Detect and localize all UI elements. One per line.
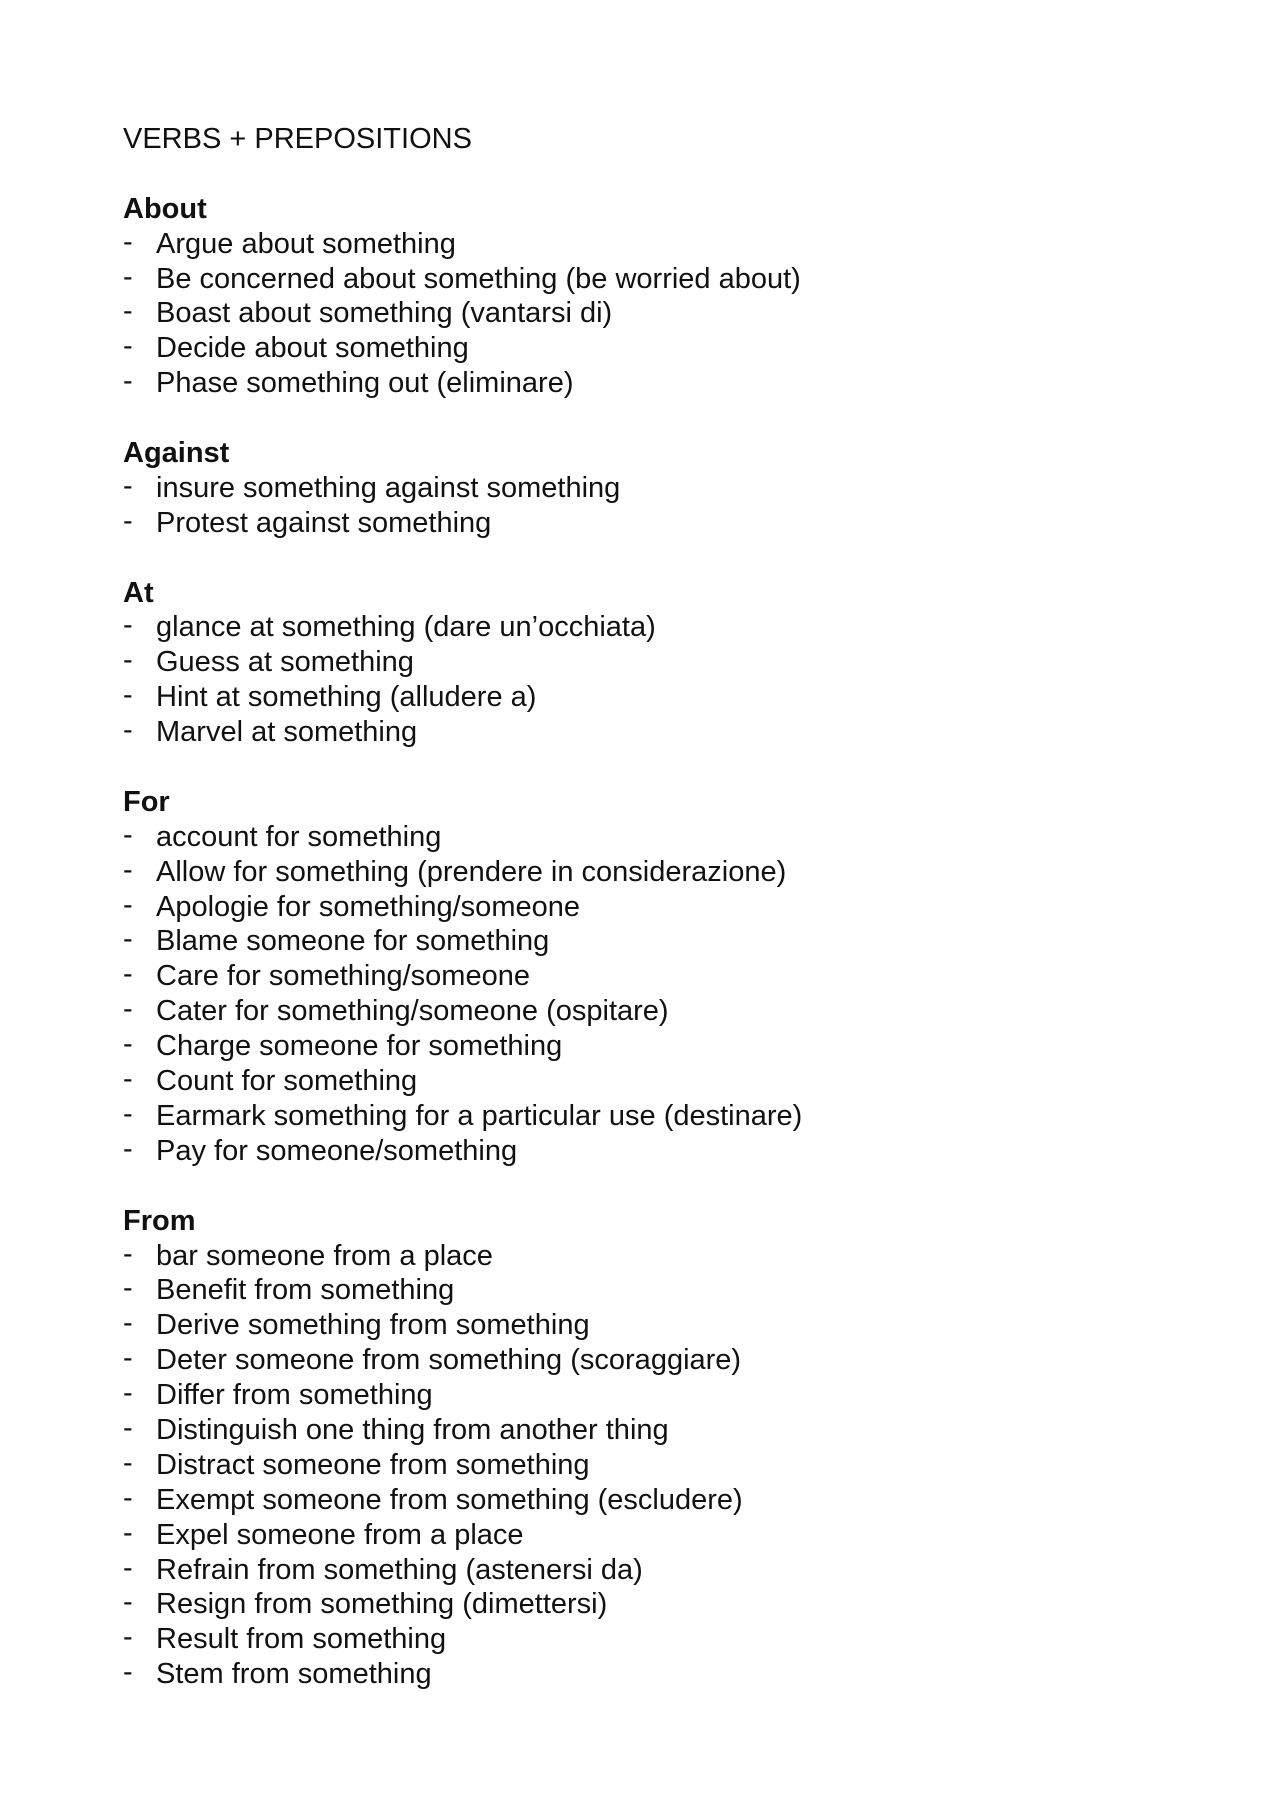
- document-page: [123, 122, 1223, 1692]
- bullet-dash: -: [123, 1272, 133, 1305]
- list-item: [123, 1413, 1223, 1448]
- bullet-dash: -: [123, 1516, 133, 1549]
- list-item: [123, 1343, 1223, 1378]
- item-text: glance at something (dare un’occhiata): [156, 611, 656, 644]
- list-item: [123, 1378, 1223, 1413]
- item-list-about: [123, 227, 1223, 401]
- list-item: [123, 1657, 1223, 1692]
- section-heading-from: From: [123, 1204, 196, 1237]
- list-item: [123, 1553, 1223, 1588]
- bullet-dash: -: [123, 1097, 133, 1130]
- list-item: [123, 262, 1223, 297]
- item-text: Count for something: [156, 1065, 418, 1098]
- item-text: Distract someone from something: [156, 1448, 590, 1481]
- list-item: [123, 924, 1223, 959]
- list-item: [123, 820, 1223, 855]
- list-item: [123, 296, 1223, 331]
- item-list-from: [123, 1239, 1223, 1693]
- item-text: Differ from something: [156, 1379, 433, 1412]
- bullet-dash: -: [123, 1063, 133, 1096]
- item-text: account for something: [156, 820, 442, 853]
- list-item: [123, 1099, 1223, 1134]
- item-text: Care for something/someone: [156, 960, 530, 993]
- item-text: Be concerned about something (be worried about): [156, 262, 801, 295]
- item-text: Allow for something (prendere in considerazione): [156, 855, 787, 888]
- bullet-dash: -: [123, 365, 133, 398]
- item-text: Expel someone from a place: [156, 1518, 524, 1551]
- item-list-for: [123, 820, 1223, 1169]
- list-item: [123, 1483, 1223, 1518]
- section-heading-against: Against: [123, 437, 230, 470]
- bullet-dash: -: [123, 1377, 133, 1410]
- list-item: [123, 1448, 1223, 1483]
- list-item: [123, 471, 1223, 506]
- list-item: [123, 331, 1223, 366]
- section-heading-at: At: [123, 576, 154, 609]
- item-text: Protest against something: [156, 506, 492, 539]
- item-text: Cater for something/someone (ospitare): [156, 995, 669, 1028]
- item-text: Result from something: [156, 1623, 447, 1656]
- item-text: Distinguish one thing from another thing: [156, 1413, 669, 1446]
- bullet-dash: -: [123, 330, 133, 363]
- list-item: [123, 680, 1223, 715]
- item-text: Refrain from something (astenersi da): [156, 1553, 643, 1586]
- bullet-dash: -: [123, 1342, 133, 1375]
- item-list-against: [123, 471, 1223, 541]
- bullet-dash: -: [123, 1411, 133, 1444]
- list-item: [123, 1134, 1223, 1169]
- bullet-dash: -: [123, 923, 133, 956]
- list-item: [123, 1064, 1223, 1099]
- bullet-dash: -: [123, 1132, 133, 1165]
- bullet-dash: -: [123, 1586, 133, 1619]
- section-against: [123, 436, 1223, 541]
- item-text: bar someone from a place: [156, 1239, 493, 1272]
- item-text: Pay for someone/something: [156, 1134, 518, 1167]
- section-at: [123, 576, 1223, 750]
- item-text: Guess at something: [156, 646, 414, 679]
- bullet-dash: -: [123, 504, 133, 537]
- item-text: Argue about something: [156, 227, 456, 260]
- list-item: [123, 1587, 1223, 1622]
- item-text: Decide about something: [156, 332, 469, 365]
- bullet-dash: -: [123, 853, 133, 886]
- item-text: insure something against something: [156, 471, 621, 504]
- section-about: [123, 192, 1223, 401]
- bullet-dash: -: [123, 469, 133, 502]
- item-text: Hint at something (alludere a): [156, 681, 537, 714]
- item-text: Charge someone for something: [156, 1030, 563, 1063]
- list-item: [123, 506, 1223, 541]
- item-text: Stem from something: [156, 1658, 432, 1691]
- list-item: [123, 645, 1223, 680]
- section-heading-about: About: [123, 192, 207, 225]
- list-item: [123, 959, 1223, 994]
- bullet-dash: -: [123, 1028, 133, 1061]
- bullet-dash: -: [123, 679, 133, 712]
- item-list-at: [123, 610, 1223, 750]
- list-item: [123, 994, 1223, 1029]
- bullet-dash: -: [123, 888, 133, 921]
- list-item: [123, 1308, 1223, 1343]
- list-item: [123, 610, 1223, 645]
- bullet-dash: -: [123, 818, 133, 851]
- item-text: Earmark something for a particular use (destinare): [156, 1099, 803, 1132]
- list-item: [123, 890, 1223, 925]
- list-item: [123, 1273, 1223, 1308]
- bullet-dash: -: [123, 1551, 133, 1584]
- list-item: [123, 1622, 1223, 1657]
- item-text: Benefit from something: [156, 1274, 455, 1307]
- section-heading-for: For: [123, 785, 170, 818]
- list-item: [123, 855, 1223, 890]
- item-text: Blame someone for something: [156, 925, 550, 958]
- bullet-dash: -: [123, 609, 133, 642]
- bullet-dash: -: [123, 993, 133, 1026]
- bullet-dash: -: [123, 260, 133, 293]
- bullet-dash: -: [123, 1656, 133, 1689]
- list-item: [123, 1029, 1223, 1064]
- list-item: [123, 1518, 1223, 1553]
- bullet-dash: -: [123, 714, 133, 747]
- list-item: [123, 227, 1223, 262]
- bullet-dash: -: [123, 958, 133, 991]
- item-text: Marvel at something: [156, 716, 418, 749]
- item-text: Deter someone from something (scoraggiare): [156, 1344, 742, 1377]
- bullet-dash: -: [123, 295, 133, 328]
- bullet-dash: -: [123, 1481, 133, 1514]
- bullet-dash: -: [123, 225, 133, 258]
- item-text: Apologie for something/someone: [156, 890, 580, 923]
- item-text: Derive something from something: [156, 1309, 590, 1342]
- bullet-dash: -: [123, 1621, 133, 1654]
- bullet-dash: -: [123, 644, 133, 677]
- bullet-dash: -: [123, 1446, 133, 1479]
- item-text: Boast about something (vantarsi di): [156, 297, 613, 330]
- list-item: [123, 366, 1223, 401]
- item-text: Exempt someone from something (escludere): [156, 1483, 743, 1516]
- item-text: Phase something out (eliminare): [156, 367, 574, 400]
- bullet-dash: -: [123, 1307, 133, 1340]
- list-item: [123, 715, 1223, 750]
- list-item: [123, 1239, 1223, 1274]
- section-for: [123, 785, 1223, 1169]
- bullet-dash: -: [123, 1237, 133, 1270]
- page-title: VERBS + PREPOSITIONS: [123, 123, 472, 155]
- item-text: Resign from something (dimettersi): [156, 1588, 608, 1621]
- section-from: [123, 1204, 1223, 1692]
